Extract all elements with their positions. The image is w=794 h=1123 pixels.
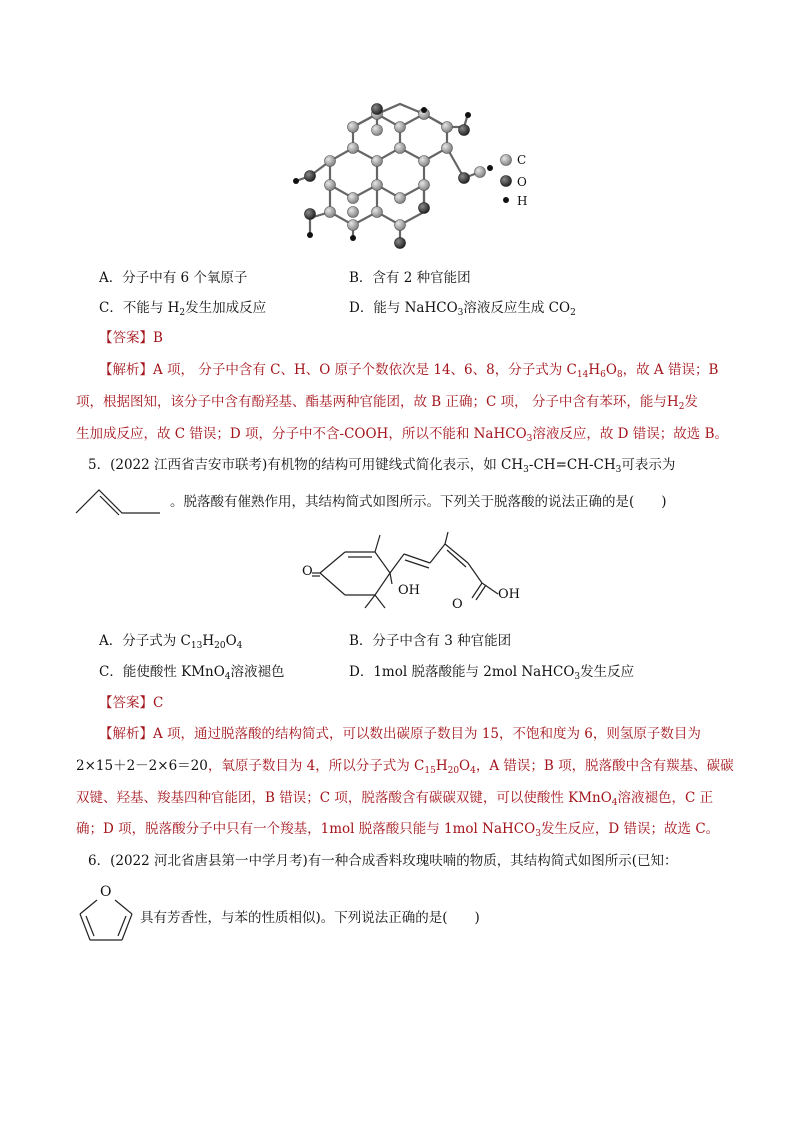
- q5-option-d: D．1mol 脱落酸能与 2mol NaHCO$_3$发生反应: [349, 664, 635, 682]
- q5-analysis-line3: 双键、羟基、羧基四种官能团，B 错误；C 项，脱落酸含有碳碳双键，可以使酸性 KMnO$_4$溶液褪色，C 正: [76, 790, 714, 808]
- acid-o-label: O: [452, 597, 463, 612]
- q5-option-c: C．能使酸性 KMnO$_4$溶液褪色: [99, 664, 285, 682]
- furan-o-label: O: [100, 884, 112, 900]
- q5-analysis-line4: 确；D 项，脱落酸分子中只有一个羧基，1mol 脱落酸只能与 1mol NaHCO$_3$发生反应，D 错误；故选 C。: [76, 821, 720, 839]
- acid-oh-label: OH: [498, 587, 520, 602]
- q5-answer: 【答案】C: [99, 695, 164, 711]
- q5-option-b: B．分子中含有 3 种官能团: [349, 633, 512, 649]
- q6-stem-line1: 6．(2022 河北省唐县第一中学月考)有一种合成香料玫瑰呋喃的物质，其结构简式如图所示(已知：: [88, 853, 678, 869]
- ring-oh-label: OH: [398, 583, 420, 598]
- q4-analysis-line2: 项，根据图知，该分子中含有酚羟基、酯基两种官能团，故 B 正确；C 项， 分子中含有苯环，能与$H_2$发: [76, 394, 698, 412]
- q4-option-b: B．含有 2 种官能团: [349, 270, 471, 286]
- legend-hydrogen-label: H: [517, 194, 528, 208]
- carbon-legend-icon: [501, 155, 512, 166]
- butene-skeletal-icon: [76, 480, 166, 520]
- q5-stem-line2: 。脱落酸有催熟作用，其结构简式如图所示。下列关于脱落酸的说法正确的是( ): [170, 494, 667, 510]
- q5-analysis-line2: 2×15＋2－2×6＝20，氧原子数目为 4，所以分子式为 $C_{15}H_{20}O_4$，A 错误；B 项，脱落酸中含有羰基、碳碳: [76, 758, 734, 776]
- abscisic-acid-structure: [300, 532, 560, 622]
- legend-carbon-label: C: [517, 153, 527, 167]
- q4-analysis-line3: 生加成反应，故 C 错误；D 项，分子中不含-COOH，所以不能和 NaHCO$_3$溶液反应，故 D 错误；故选 B。: [76, 426, 729, 444]
- hydrogen-legend-icon: [503, 197, 509, 203]
- legend-oxygen-label: O: [517, 175, 527, 189]
- ketone-o-label: O: [302, 564, 313, 579]
- q4-option-c: C．不能与 $H_2$发生加成反应: [99, 300, 267, 318]
- q5-stem-line1: 5．(2022 江西省吉安市联考)有机物的结构可用键线式简化表示，如 $CH_3-CH=CH-CH_3$可表示为: [88, 457, 676, 475]
- q6-stem-line2: 具有芳香性，与苯的性质相似)。下列说法正确的是( ): [140, 910, 480, 926]
- q4-analysis-line1: 【解析】A 项， 分子中含有 C、H、O 原子个数依次是 14、6、8，分子式为 $C_{14}H_6O_8$，故 A 错误；B: [99, 362, 719, 380]
- oxygen-legend-icon: [501, 176, 512, 187]
- q5-option-a: A．分子式为 $C_{13}H_{20}O_4$: [99, 633, 243, 651]
- molecule-ball-stick-diagram: [0, 0, 794, 260]
- q4-option-a: A．分子中有 6 个氧原子: [99, 270, 248, 286]
- q4-answer: 【答案】B: [99, 330, 163, 346]
- q4-option-d: D．能与 NaHCO$_3$溶液反应生成 $CO_2$: [349, 300, 576, 318]
- q5-analysis-line1: 【解析】A 项，通过脱落酸的结构简式，可以数出碳原子数目为 15，不饱和度为 6，则氢原子数目为: [99, 726, 701, 742]
